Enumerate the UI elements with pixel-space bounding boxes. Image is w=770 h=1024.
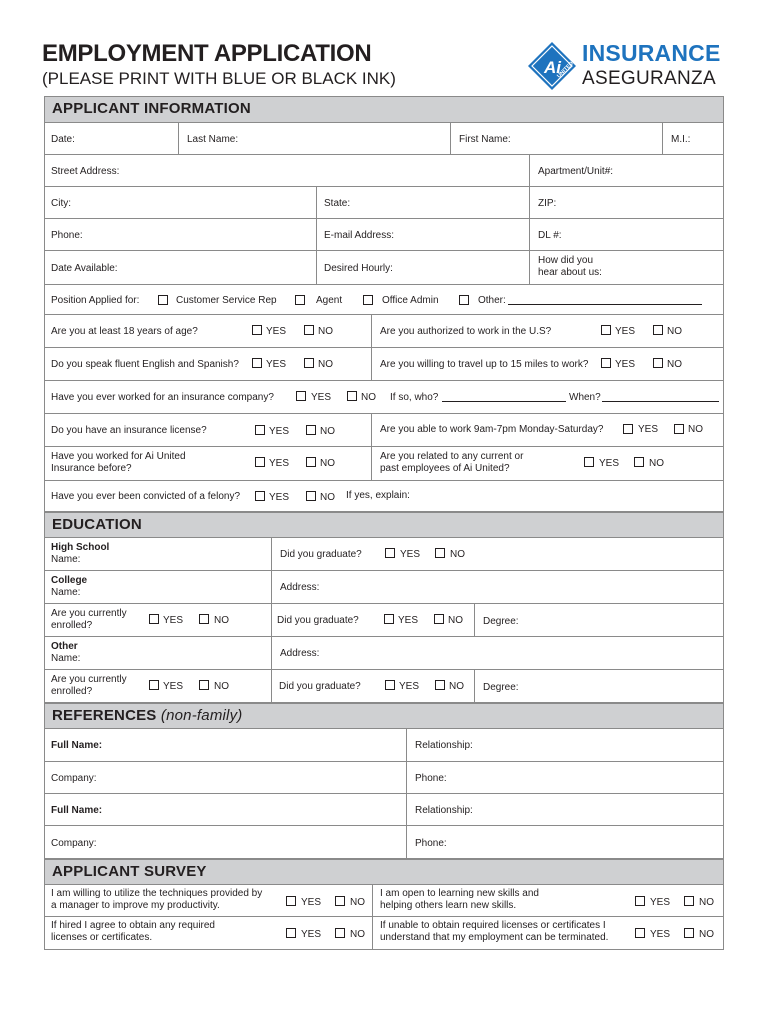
other-enrolled-no-checkbox[interactable]	[199, 680, 209, 690]
no-label: NO	[667, 326, 682, 337]
felony-yes-checkbox[interactable]	[255, 491, 265, 501]
row-college-enrolled	[45, 604, 723, 637]
yes-label: YES	[398, 615, 419, 626]
yes-label: YES	[269, 492, 290, 503]
other-graduate-no-checkbox[interactable]	[435, 680, 445, 690]
address-label: Address:	[280, 648, 320, 659]
degree-label: Degree:	[483, 682, 519, 693]
felony-no-checkbox[interactable]	[306, 491, 316, 501]
survey-q4	[372, 917, 724, 949]
worked-insurance-label: Have you ever worked for an insurance company?	[51, 392, 274, 403]
company-logo	[526, 40, 726, 94]
other-enrolled-yes-checkbox[interactable]	[149, 680, 159, 690]
college-enrolled-no-checkbox[interactable]	[199, 614, 209, 624]
fluent-label: Do you speak fluent English and Spanish?	[51, 359, 239, 370]
fluent-question	[45, 348, 371, 380]
college-name-field[interactable]	[45, 571, 271, 603]
survey-q3	[45, 917, 372, 949]
license-label: Do you have an insurance license?	[51, 425, 207, 436]
desired-hourly-field[interactable]	[316, 251, 529, 284]
section-references	[45, 703, 723, 729]
license-yes-checkbox[interactable]	[255, 425, 265, 435]
company-label: Company:	[51, 773, 97, 784]
yes-label: YES	[638, 424, 659, 435]
yes-label: YES	[163, 681, 184, 692]
age-label: Are you at least 18 years of age?	[51, 326, 198, 337]
survey-q1	[45, 885, 372, 916]
no-label: NO	[667, 359, 682, 370]
authorized-yes-checkbox[interactable]	[601, 325, 611, 335]
phone-label: Phone:	[415, 838, 447, 849]
when-label: When?	[569, 392, 601, 403]
schedule-no-checkbox[interactable]	[674, 424, 684, 434]
state-label: State:	[324, 198, 351, 209]
college-graduate-yes-checkbox[interactable]	[384, 614, 394, 624]
last-name-label: Last Name:	[187, 134, 239, 145]
survey-q1-no-checkbox[interactable]	[335, 896, 345, 906]
date-label: Date:	[51, 134, 75, 145]
survey-q2-no-checkbox[interactable]	[684, 896, 694, 906]
college-graduate	[271, 604, 474, 636]
no-label: NO	[318, 326, 333, 337]
college-enrolled	[45, 604, 271, 636]
section-applicant-information	[45, 97, 723, 123]
ref2-full-name-field[interactable]	[45, 794, 406, 825]
row-license-schedule	[45, 414, 723, 447]
name-label: Name:	[51, 587, 81, 598]
relationship-label: Relationship:	[415, 805, 473, 816]
apartment-label: Apartment/Unit#:	[538, 166, 614, 177]
yes-label: YES	[399, 681, 420, 692]
yes-label: YES	[400, 549, 421, 560]
yes-label: YES	[650, 897, 671, 908]
section-education	[45, 512, 723, 538]
schedule-question	[371, 414, 724, 446]
other-label: Other	[51, 641, 78, 652]
page-subtitle: (PLEASE PRINT WITH BLUE OR BLACK INK)	[42, 69, 396, 88]
travel-question	[371, 348, 724, 380]
row-street	[45, 155, 723, 187]
section-title: APPLICANT INFORMATION	[52, 100, 251, 117]
references-subtitle: (non-family)	[160, 707, 243, 724]
checkbox-agent[interactable]	[295, 295, 305, 305]
option-other: Other:	[478, 295, 506, 306]
email-field[interactable]	[316, 219, 529, 250]
yes-label: YES	[301, 897, 322, 908]
row-position	[45, 285, 723, 315]
ref2-relationship-field[interactable]	[406, 794, 724, 825]
relationship-label: Relationship:	[415, 740, 473, 751]
worked-ai-question	[45, 447, 371, 480]
logo-badge-letters: Ai	[544, 58, 561, 77]
did-graduate-label: Did you graduate?	[279, 681, 361, 692]
license-question	[45, 414, 371, 446]
date-available-label: Date Available:	[51, 263, 118, 274]
no-label: NO	[350, 897, 365, 908]
ref1-company-field[interactable]	[45, 762, 406, 793]
survey-q4-no-checkbox[interactable]	[684, 928, 694, 938]
fluent-no-checkbox[interactable]	[304, 358, 314, 368]
section-applicant-survey	[45, 859, 723, 885]
desired-hourly-label: Desired Hourly:	[324, 263, 393, 274]
full-name-label: Full Name:	[51, 805, 103, 816]
last-name-field[interactable]	[178, 123, 450, 154]
first-name-field[interactable]	[450, 123, 662, 154]
high-school-label: High School	[51, 542, 110, 553]
checkbox-office-admin[interactable]	[363, 295, 373, 305]
section-title: EDUCATION	[52, 516, 142, 533]
no-label: NO	[699, 929, 714, 940]
enrolled-label: Are you currently enrolled?	[51, 608, 127, 631]
row-ref2-company	[45, 826, 723, 859]
authorized-no-checkbox[interactable]	[653, 325, 663, 335]
survey-q2-yes-checkbox[interactable]	[635, 896, 645, 906]
yes-label: YES	[269, 458, 290, 469]
worked-ai-yes-checkbox[interactable]	[255, 457, 265, 467]
authorized-label: Are you authorized to work in the U.S?	[380, 326, 552, 337]
option-agent: Agent	[316, 295, 343, 306]
survey-q3-yes-checkbox[interactable]	[286, 928, 296, 938]
survey-q3-no-checkbox[interactable]	[335, 928, 345, 938]
section-title	[52, 707, 243, 724]
row-city	[45, 187, 723, 219]
company-label: Company:	[51, 838, 97, 849]
survey-q3-label: If hired I agree to obtain any required licenses or certificates.	[51, 920, 215, 943]
how-heard-label: How did you hear about us:	[538, 255, 602, 278]
other-enrolled	[45, 670, 271, 702]
hs-graduate-yes-checkbox[interactable]	[385, 548, 395, 558]
apartment-field[interactable]	[529, 155, 724, 186]
survey-q4-label: If unable to obtain required licenses or certificates I understand that my employment can be terminated.	[380, 920, 609, 943]
row-survey-2	[45, 917, 723, 949]
logo-badge-icon	[526, 40, 578, 92]
yes-label: YES	[301, 929, 322, 940]
name-label: Name:	[51, 653, 81, 664]
mi-label: M.I.:	[671, 134, 691, 145]
row-availability	[45, 251, 723, 285]
row-worked-ai-related	[45, 447, 723, 481]
felony-label: Have you ever been convicted of a felony?	[51, 491, 241, 502]
no-label: NO	[320, 492, 335, 503]
section-title: APPLICANT SURVEY	[52, 863, 207, 880]
did-graduate-label: Did you graduate?	[280, 549, 362, 560]
ref1-relationship-field[interactable]	[406, 729, 724, 761]
row-high-school	[45, 538, 723, 571]
no-label: NO	[448, 615, 463, 626]
application-form	[44, 96, 724, 950]
authorized-question	[371, 315, 724, 347]
did-graduate-label: Did you graduate?	[277, 615, 359, 626]
option-office-admin: Office Admin	[382, 295, 439, 306]
schedule-label: Are you able to work 9am-7pm Monday-Saturday?	[380, 424, 604, 435]
other-address-field[interactable]	[271, 637, 724, 669]
phone-label: Phone:	[51, 230, 83, 241]
name-label: Name:	[51, 554, 81, 565]
row-other	[45, 637, 723, 670]
explain-label: If yes, explain:	[346, 490, 410, 501]
logo-badge-text: UNITED	[556, 60, 575, 80]
worked-ai-label: Have you worked for Ai United Insurance before?	[51, 451, 186, 474]
logo-word-aseguranza: ASEGURANZA	[582, 68, 716, 89]
no-label: NO	[214, 615, 229, 626]
no-label: NO	[699, 897, 714, 908]
ref1-phone-field[interactable]	[406, 762, 724, 793]
first-name-label: First Name:	[459, 134, 511, 145]
no-label: NO	[688, 424, 703, 435]
other-position-input[interactable]	[508, 296, 702, 305]
college-degree-field[interactable]	[474, 604, 724, 636]
position-applied-label: Position Applied for:	[51, 295, 140, 306]
yes-label: YES	[266, 359, 287, 370]
row-fluent-travel	[45, 348, 723, 381]
high-school-name-field[interactable]	[45, 538, 271, 570]
worked-ai-no-checkbox[interactable]	[306, 457, 316, 467]
college-address-field[interactable]	[271, 571, 724, 603]
no-label: NO	[649, 458, 664, 469]
phone-label: Phone:	[415, 773, 447, 784]
state-field[interactable]	[316, 187, 529, 218]
survey-q2-label: I am open to learning new skills and helping others learn new skills.	[380, 888, 539, 911]
yes-label: YES	[269, 426, 290, 437]
dl-field[interactable]	[529, 219, 724, 250]
degree-label: Degree:	[483, 616, 519, 627]
ref2-phone-field[interactable]	[406, 826, 724, 858]
how-heard-field[interactable]	[529, 251, 724, 284]
no-label: NO	[361, 392, 376, 403]
row-survey-1	[45, 885, 723, 917]
full-name-label: Full Name:	[51, 740, 103, 751]
mi-field[interactable]	[662, 123, 724, 154]
no-label: NO	[450, 549, 465, 560]
row-ref1-company	[45, 762, 723, 794]
survey-q2	[372, 885, 724, 916]
no-label: NO	[320, 426, 335, 437]
travel-label: Are you willing to travel up to 15 miles to work?	[380, 359, 589, 370]
related-question	[371, 447, 724, 480]
worked-insurance-yes-checkbox[interactable]	[296, 391, 306, 401]
other-name-field[interactable]	[45, 637, 271, 669]
date-field[interactable]	[45, 123, 178, 154]
related-label: Are you related to any current or past employees of Ai United?	[380, 451, 524, 474]
city-field[interactable]	[45, 187, 316, 218]
references-title: REFERENCES	[52, 707, 157, 724]
other-graduate-yes-checkbox[interactable]	[385, 680, 395, 690]
street-address-label: Street Address:	[51, 166, 120, 177]
no-label: NO	[320, 458, 335, 469]
yes-label: YES	[266, 326, 287, 337]
age-question	[45, 315, 371, 347]
email-label: E-mail Address:	[324, 230, 395, 241]
yes-label: YES	[615, 359, 636, 370]
city-label: City:	[51, 198, 71, 209]
page-title: EMPLOYMENT APPLICATION	[42, 40, 372, 67]
when-input[interactable]	[602, 393, 719, 402]
yes-label: YES	[599, 458, 620, 469]
if-so-who-input[interactable]	[442, 393, 566, 402]
row-name	[45, 123, 723, 155]
dl-label: DL #:	[538, 230, 562, 241]
checkbox-customer-service-rep[interactable]	[158, 295, 168, 305]
date-available-field[interactable]	[45, 251, 316, 284]
related-no-checkbox[interactable]	[634, 457, 644, 467]
yes-label: YES	[163, 615, 184, 626]
travel-no-checkbox[interactable]	[653, 358, 663, 368]
row-age-authorized	[45, 315, 723, 348]
row-worked-insurance	[45, 381, 723, 414]
college-label: College	[51, 575, 88, 586]
age-yes-checkbox[interactable]	[252, 325, 262, 335]
schedule-yes-checkbox[interactable]	[623, 424, 633, 434]
zip-label: ZIP:	[538, 198, 557, 209]
street-address-field[interactable]	[45, 155, 529, 186]
survey-q1-yes-checkbox[interactable]	[286, 896, 296, 906]
related-yes-checkbox[interactable]	[584, 457, 594, 467]
no-label: NO	[449, 681, 464, 692]
no-label: NO	[214, 681, 229, 692]
survey-q4-yes-checkbox[interactable]	[635, 928, 645, 938]
fluent-yes-checkbox[interactable]	[252, 358, 262, 368]
checkbox-other[interactable]	[459, 295, 469, 305]
row-ref2-name	[45, 794, 723, 826]
phone-field[interactable]	[45, 219, 316, 250]
age-no-checkbox[interactable]	[304, 325, 314, 335]
row-felony	[45, 481, 723, 512]
enrolled-label: Are you currently enrolled?	[51, 674, 127, 697]
row-ref1-name	[45, 729, 723, 762]
no-label: NO	[318, 359, 333, 370]
yes-label: YES	[311, 392, 332, 403]
zip-field[interactable]	[529, 187, 724, 218]
worked-insurance-no-checkbox[interactable]	[347, 391, 357, 401]
college-enrolled-yes-checkbox[interactable]	[149, 614, 159, 624]
row-phone	[45, 219, 723, 251]
license-no-checkbox[interactable]	[306, 425, 316, 435]
other-degree-field[interactable]	[474, 670, 724, 702]
yes-label: YES	[615, 326, 636, 337]
option-customer-service-rep: Customer Service Rep	[176, 295, 277, 306]
address-label: Address:	[280, 582, 320, 593]
if-so-who-label: If so, who?	[390, 392, 439, 403]
logo-word-insurance: INSURANCE	[582, 40, 721, 66]
row-other-enrolled	[45, 670, 723, 703]
hs-graduate-no-checkbox[interactable]	[435, 548, 445, 558]
survey-q1-label: I am willing to utilize the techniques provided by a manager to improve my productivity.	[51, 888, 263, 911]
other-graduate	[271, 670, 474, 702]
no-label: NO	[350, 929, 365, 940]
yes-label: YES	[650, 929, 671, 940]
ref2-company-field[interactable]	[45, 826, 406, 858]
high-school-graduate	[271, 538, 724, 570]
ref1-full-name-field[interactable]	[45, 729, 406, 761]
college-graduate-no-checkbox[interactable]	[434, 614, 444, 624]
travel-yes-checkbox[interactable]	[601, 358, 611, 368]
row-college	[45, 571, 723, 604]
